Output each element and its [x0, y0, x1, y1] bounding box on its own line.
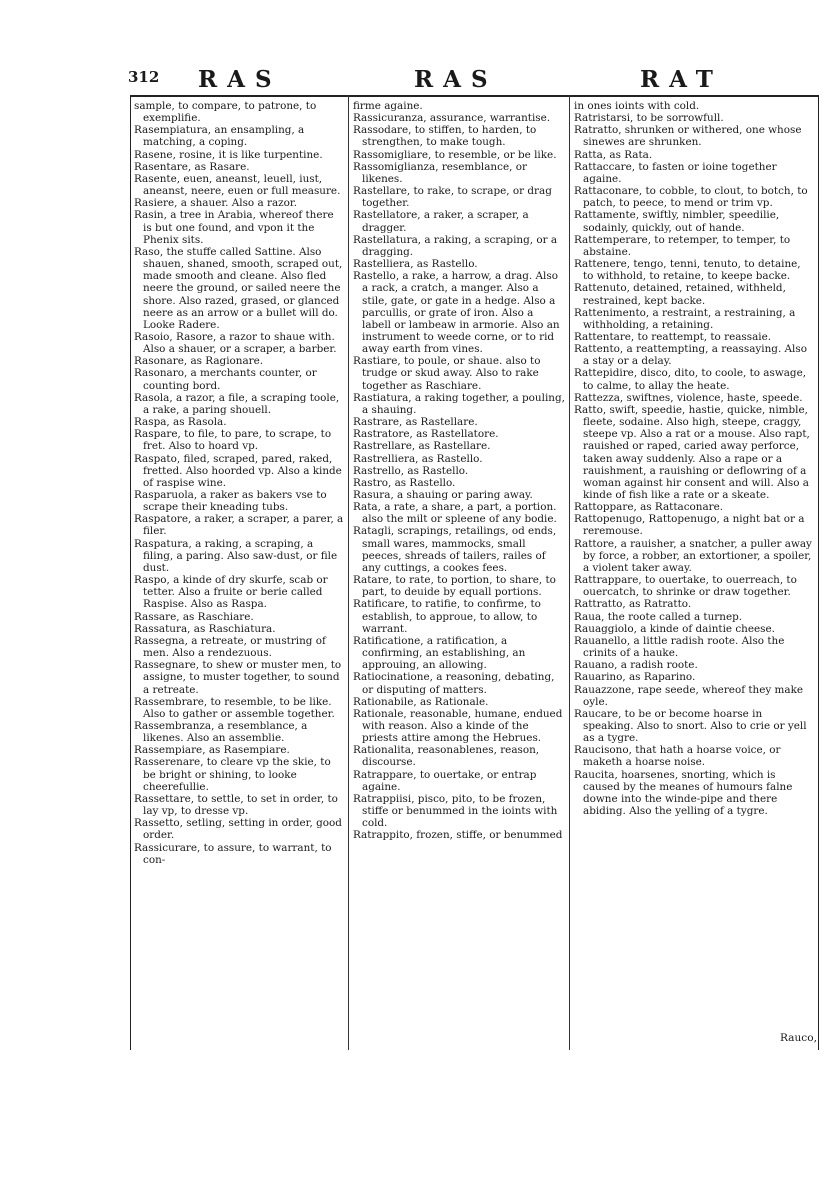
dictionary-entry: Rassomiglianza, resemblance, or likenes.	[353, 160, 527, 185]
dictionary-entry: Rassegna, a retreate, or mustring of men. Also a rendezuous.	[134, 634, 326, 660]
dictionary-entry: Rationabile, as Rationale.	[353, 695, 489, 708]
dictionary-entry: Raucita, hoarsenes, snorting, which is caused by the meanes of humours falne downe into the winde-pipe and there abiding. Also the yelling of a tygre.	[574, 768, 793, 818]
dictionary-entry: Rattenuto, detained, retained, withheld, restrained, kept backe.	[574, 282, 786, 307]
dictionary-entry: Ratristarsi, to be sorrowfull.	[574, 112, 724, 125]
dictionary-entry: sample, to compare, to patrone, to exemplifie.	[134, 100, 317, 125]
dictionary-entry: Raucare, to be or become hoarse in speaking. Also to snort. Also to crie or yell as a tygre.	[574, 707, 807, 745]
dictionary-entry: Rauarino, as Raparino.	[574, 671, 696, 684]
dictionary-entry: Rauano, a radish roote.	[574, 659, 698, 672]
dictionary-entry: Rasempiatura, an ensampling, a matching, a coping.	[134, 124, 305, 149]
dictionary-entry: Rassatura, as Raschiatura.	[134, 622, 276, 635]
dictionary-entry: Rastellatura, a raking, a scraping, or a dragging.	[353, 233, 558, 258]
dictionary-entry: Rattento, a reattempting, a reassaying. Also a stay or a delay.	[574, 343, 807, 368]
dictionary-entry: Rattratto, as Ratratto.	[574, 598, 692, 611]
dictionary-entry: Rattaccare, to fasten or ioine together againe.	[574, 160, 777, 185]
dictionary-entry: Rasura, a shauing or paring away.	[353, 489, 533, 501]
dictionary-entry: Rastellatore, a raker, a scraper, a dragger.	[353, 209, 529, 234]
headword-left: RAS	[198, 66, 282, 93]
dictionary-entry: Raua, the roote called a turnep.	[574, 610, 743, 623]
dictionary-entry: Rattepidire, disco, dito, to coole, to aswage, to calme, to allay the heate.	[574, 367, 807, 392]
column-3	[574, 100, 814, 817]
dictionary-entry: Rationalita, reasonablenes, reason, discourse.	[353, 744, 540, 769]
dictionary-entry: Rasserenare, to cleare vp the skie, to be bright or shining, to looke cheerefullie.	[134, 756, 331, 793]
left-rule	[130, 95, 131, 1050]
dictionary-entry: Rassicuranza, assurance, warrantise.	[353, 112, 551, 125]
top-rule	[130, 95, 818, 97]
dictionary-entry: firme againe.	[353, 100, 423, 112]
dictionary-entry: Raspo, a kinde of dry skurfe, scab or tetter. Also a fruite or berie called Raspise. Also as Raspa.	[134, 574, 328, 611]
dictionary-entry: Rattenimento, a restraint, a restraining, a withholding, a retaining.	[574, 306, 796, 331]
dictionary-entry: Ratagli, scrapings, retailings, od ends, small wares, mammocks, small peeces, shreads of tailers, railes of any cuttings, a cookes fees.	[353, 525, 557, 574]
dictionary-entry: Rattamente, swiftly, nimbler, speedilie, sodainly, quickly, out of hande.	[574, 209, 780, 234]
dictionary-entry: Rassodare, to stiffen, to harden, to strengthen, to make tough.	[353, 124, 537, 149]
dictionary-entry: Rastrelliera, as Rastello.	[353, 452, 483, 465]
dictionary-entry: Rattrappare, to ouertake, to ouerreach, to ouercatch, to shrinke or draw together.	[574, 574, 797, 599]
dictionary-entry: Rassempiare, as Rasempiare.	[134, 744, 290, 757]
dictionary-entry: Rassetto, setling, setting in order, good order.	[134, 817, 342, 842]
dictionary-entry: Rattopenugo, Rattopenugo, a night bat or a reremouse.	[574, 513, 805, 538]
dictionary-entry: Ratrappiisi, pisco, pito, to be frozen, stiffe or benummed in the ioints with cold.	[353, 792, 558, 830]
dictionary-entry: Rastiare, to poule, or shaue. also to trudge or skud away. Also to rake together as Raschiare.	[353, 355, 541, 392]
page-number: 312	[128, 68, 160, 86]
dictionary-entry: Rattemperare, to retemper, to temper, to abstaine.	[574, 233, 791, 258]
dictionary-entry: Rauazzone, rape seede, whereof they make oyle.	[574, 683, 804, 708]
dictionary-entry: Rastelliera, as Rastello.	[353, 258, 478, 271]
dictionary-entry: Ratiocinatione, a reasoning, debating, or disputing of matters.	[353, 671, 555, 696]
dictionary-entry: Rasentare, as Rasare.	[134, 160, 250, 173]
dictionary-entry: Raso, the stuffe called Sattine. Also shauen, shaned, smooth, scraped out, made smooth and cleane. Also fled neere the ground, or sailed neere the shore. Also razed, grased, or glanced neere as an arrow or a bullet will do. Looke Radere.	[134, 245, 343, 331]
dictionary-entry: Ratare, to rate, to portion, to share, to part, to deuide by equall portions.	[353, 574, 556, 599]
dictionary-entry: Rastiatura, a raking together, a pouling, a shauing.	[353, 391, 565, 416]
dictionary-entry: Rassegnare, to shew or muster men, to assigne, to muster together, to sound a retreate.	[134, 659, 342, 696]
dictionary-entry: Rastrellare, as Rastellare.	[353, 440, 491, 453]
dictionary-entry: Rastellare, to rake, to scrape, or drag together.	[353, 185, 552, 210]
dictionary-entry: Raspare, to file, to pare, to scrape, to fret. Also to hoard vp.	[134, 428, 332, 453]
dictionary-entry: Rasparuola, a raker as bakers vse to scrape their kneading tubs.	[134, 489, 327, 514]
dictionary-entry: Rassicurare, to assure, to warrant, to con-	[134, 841, 332, 866]
dictionary-entry: Rauaggiolo, a kinde of daintie cheese.	[574, 622, 775, 635]
dictionary-entry: Rationale, reasonable, humane, endued with reason. Also a kinde of the priests attire among the Hebrues.	[353, 707, 563, 745]
dictionary-entry: Ratta, as Rata.	[574, 148, 653, 161]
dictionary-entry: Rata, a rate, a share, a part, a portion. also the milt or spleene of any bodie.	[353, 501, 557, 526]
right-rule	[818, 95, 819, 1050]
dictionary-entry: Rasene, rosine, it is like turpentine.	[134, 148, 323, 161]
dictionary-entry: Rasola, a razor, a file, a scraping toole, a rake, a paring shouell.	[134, 391, 340, 416]
dictionary-entry: Rasin, a tree in Arabia, whereof there is but one found, and vpon it the Phenix sits.	[134, 209, 334, 246]
column-rule	[348, 95, 349, 1050]
dictionary-entry: Rattentare, to reattempt, to reassaie.	[574, 330, 772, 343]
catchword: Rauco,	[779, 1032, 817, 1044]
dictionary-entry: Ratto, swift, speedie, hastie, quicke, nimble, fleete, sodaine. Also high, steepe, craggy, steepe vp. Also a rat or a mouse. Also rapt, rauished or raped, caried away perforce, taken away suddenly. Also a rape or a rauishment, a rauishing or deflowring of a woman against hir consent and will. Also a kinde of fish like a rate or a skeate.	[574, 403, 810, 501]
dictionary-entry: Rasiere, a shauer. Also a razor.	[134, 197, 298, 210]
dictionary-entry: Rasoio, Rasore, a razor to shaue with. Also a shauer, or a scraper, a barber.	[134, 330, 337, 356]
dictionary-entry: Ratratto, shrunken or withered, one whose sinewes are shrunken.	[574, 124, 802, 149]
dictionary-entry: Rastro, as Rastello.	[353, 476, 456, 489]
running-header	[128, 48, 818, 94]
dictionary-entry: Rassettare, to settle, to set in order, to lay vp, to dresse vp.	[134, 792, 338, 818]
column-rule	[569, 95, 570, 1050]
column-1	[134, 100, 344, 866]
dictionary-entry: Rassembrare, to resemble, to be like. Also to gather or assemble together.	[134, 695, 335, 720]
dictionary-entry: Rattore, a rauisher, a snatcher, a puller away by force, a robber, an extortioner, a spoiler, a violent taker away.	[574, 537, 812, 574]
dictionary-entry: Rattenere, tengo, tenni, tenuto, to detaine, to withhold, to retaine, to keepe backe.	[574, 258, 801, 283]
dictionary-entry: Rassomigliare, to resemble, or be like.	[353, 148, 557, 161]
column-2	[353, 100, 565, 842]
dictionary-entry: Ratificatione, a ratification, a confirming, an establishing, an approuing, an allowing.	[353, 634, 526, 672]
dictionary-entry: Rasente, euen, aneanst, leuell, iust, aneanst, neere, euen or full measure.	[134, 172, 341, 198]
dictionary-entry: Rattaconare, to cobble, to clout, to botch, to patch, to peece, to mend or trim vp.	[574, 185, 808, 210]
dictionary-entry: Raspato, filed, scraped, pared, raked, fretted. Also hoorded vp. Also a kinde of raspise wine.	[134, 452, 342, 489]
dictionary-entry: Rastrello, as Rastello.	[353, 464, 469, 477]
dictionary-entry: Raspatura, a raking, a scraping, a filing, a paring. Also saw-dust, or file dust.	[134, 537, 338, 574]
dictionary-entry: Rasonare, as Ragionare.	[134, 355, 264, 368]
dictionary-entry: Rastello, a rake, a harrow, a drag. Also a rack, a cratch, a manger. Also a stile, gate, or gate in a hedge. Also a parcullis, or grate of iron. Also a labell or lambeaw in armorie. Also an instrument to weede corne, or to rid away earth from vines.	[353, 270, 560, 356]
dictionary-entry: Rassembranza, a resemblance, a likenes. Also an assemblie.	[134, 719, 308, 745]
dictionary-entry: Ratificare, to ratifie, to confirme, to establish, to approue, to allow, to warrant.	[353, 598, 541, 635]
dictionary-entry: in ones ioints with cold.	[574, 100, 700, 112]
dictionary-entry: Rassare, as Raschiare.	[134, 610, 254, 623]
dictionary-entry: Rasonaro, a merchants counter, or counting bord.	[134, 367, 317, 392]
dictionary-entry: Ratrappito, frozen, stiffe, or benummed	[353, 829, 563, 842]
headword-center: RAS	[414, 66, 498, 93]
dictionary-entry: Raucisono, that hath a hoarse voice, or maketh a hoarse noise.	[574, 744, 781, 769]
dictionary-entry: Rastrare, as Rastellare.	[353, 416, 478, 429]
dictionary-entry: Ratrappare, to ouertake, or entrap againe.	[353, 768, 537, 793]
dictionary-entry: Rauanello, a little radish roote. Also the crinits of a hauke.	[574, 634, 785, 660]
dictionary-entry: Rattezza, swiftnes, violence, haste, speede.	[574, 391, 803, 404]
headword-right: RAT	[640, 66, 723, 93]
dictionary-entry: Rastratore, as Rastellatore.	[353, 428, 499, 441]
dictionary-entry: Rattoppare, as Rattaconare.	[574, 501, 724, 514]
dictionary-entry: Raspatore, a raker, a scraper, a parer, a filer.	[134, 513, 344, 538]
dictionary-entry: Raspa, as Rasola.	[134, 416, 227, 429]
